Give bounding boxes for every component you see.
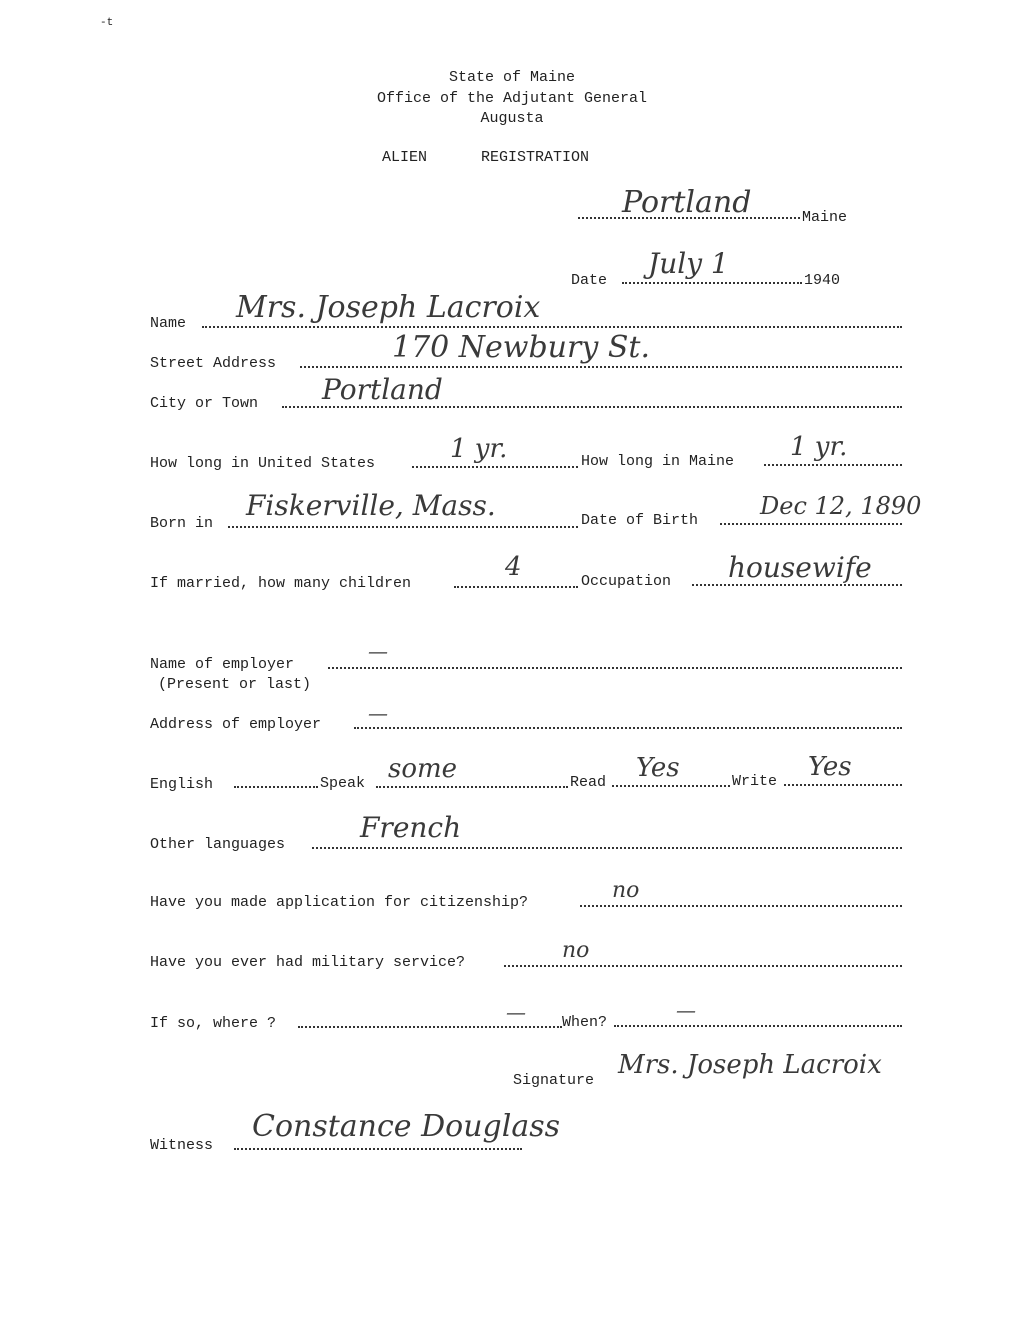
born-in-label: Born in [150,515,214,532]
speak-value: some [388,754,458,784]
military-dotted-line [504,965,902,967]
date-of-birth-value: Dec 12, 1890 [760,492,922,520]
name-value: Mrs. Joseph Lacroix [236,290,541,325]
witness-label: Witness [150,1137,214,1154]
speak-label: Speak [320,775,366,792]
maine-duration-dotted-line [764,464,902,466]
when-dotted-line [614,1025,902,1027]
citizenship-value: no [612,878,640,903]
write-label: Write [732,773,778,790]
name-dotted-line [202,326,902,328]
where-dotted-line [298,1026,562,1028]
date-label: Date [571,272,608,289]
street-value: 170 Newbury St. [392,330,650,365]
signature-label: Signature [513,1072,595,1089]
english-dotted-line [234,786,318,788]
header-office: Office of the Adjutant General [376,90,648,107]
citizenship-dotted-line [580,905,902,907]
write-dotted-line [784,784,902,786]
when-value: — [676,998,696,1022]
english-label: English [150,776,214,793]
occupation-value: housewife [728,551,872,584]
write-value: Yes [808,752,852,782]
form-title-registration: REGISTRATION [481,149,590,166]
street-dotted-line [300,366,902,368]
employer-address-dotted-line [354,727,902,729]
where-label: If so, where ? [150,1015,277,1032]
read-dotted-line [612,785,730,787]
date-of-birth-dotted-line [720,523,902,525]
military-value: no [562,938,590,963]
date-of-birth-label: Date of Birth [581,512,699,529]
date-value: July 1 [648,247,729,280]
street-label: Street Address [150,355,277,372]
employer-dotted-line [328,667,902,669]
date-dotted-line [622,282,802,284]
us-duration-label: How long in United States [150,455,376,472]
city-dotted-line [282,406,902,408]
citizenship-label: Have you made application for citizenship? [150,894,529,911]
form-title-alien: ALIEN [382,149,428,166]
header-city: Augusta [480,110,544,127]
witness-value: Constance Douglass [252,1109,560,1144]
born-in-value: Fiskerville, Mass. [246,489,496,522]
city-label: City or Town [150,395,259,412]
occupation-dotted-line [692,584,902,586]
where-value: — [506,1000,526,1024]
employer-label: Name of employer [150,656,295,673]
employer-address-label: Address of employer [150,716,322,733]
other-languages-dotted-line [312,847,902,849]
us-duration-dotted-line [412,466,578,468]
children-dotted-line [454,586,578,588]
city-value: Portland [322,373,443,406]
when-label: When? [562,1014,608,1031]
corner-mark: -t [100,17,114,29]
place-value: Portland [622,185,752,220]
occupation-label: Occupation [581,573,672,590]
name-label: Name [150,315,187,332]
us-duration-value: 1 yr. [450,434,508,464]
employer-sublabel: (Present or last) [158,676,312,693]
military-label: Have you ever had military service? [150,954,466,971]
children-value: 4 [505,552,522,582]
read-value: Yes [636,753,680,783]
header-state: State of Maine [448,69,576,86]
witness-dotted-line [234,1148,522,1150]
born-in-dotted-line [228,526,578,528]
read-label: Read [570,774,607,791]
maine-duration-value: 1 yr. [790,432,848,462]
other-languages-label: Other languages [150,836,286,853]
maine-duration-label: How long in Maine [581,453,735,470]
other-languages-value: French [360,811,462,844]
speak-dotted-line [376,786,568,788]
place-suffix: Maine [802,209,848,226]
date-year: 1940 [804,272,841,289]
employer-address-value: — [368,701,388,725]
children-label: If married, how many children [150,575,412,592]
signature-value: Mrs. Joseph Lacroix [618,1050,882,1080]
employer-value: — [368,639,388,663]
